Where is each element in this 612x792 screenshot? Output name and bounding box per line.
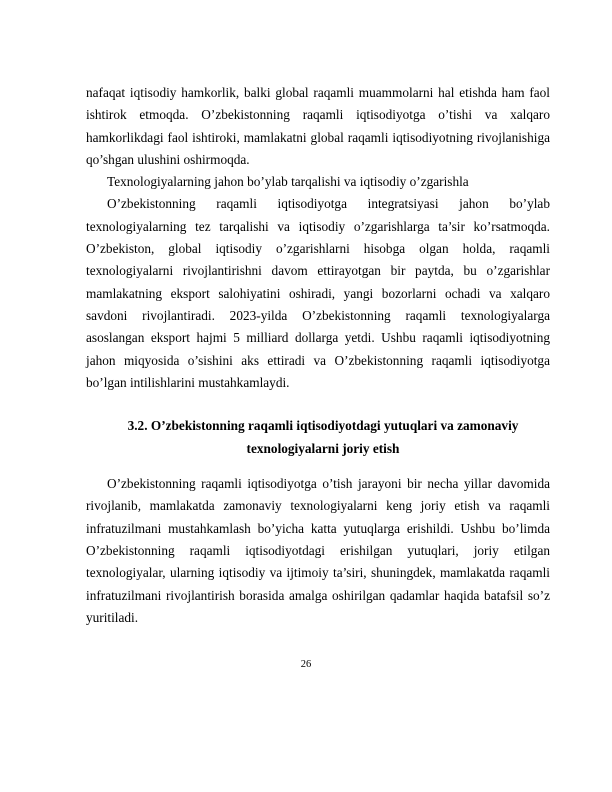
inline-subheading: Texnologiyalarning jahon bo’ylab tarqalishi va iqtisodiy o’zgarishla [107, 174, 469, 190]
section-heading-3-2 [86, 414, 550, 460]
section-heading-line-1: 3.2. O’zbekistonning raqamli iqtisodiyotdagi yutuqlari va zamonaviy [127, 418, 519, 434]
body-paragraph-continuation: nafaqat iqtisodiy hamkorlik, balki global raqamli muammolarni hal etishda ham faol ishtirok etmoqda. O’zbekistonning raqamli iqtisodiyotga o’tishi va xalqaro hamkorlikdagi faol ishtiroki, mamlakatni global raqamli iqtisodiyotning rivojlanishiga qo’shgan ulushini oshirmoqda. [86, 85, 550, 167]
body-paragraph-achievements: O’zbekistonning raqamli iqtisodiyotga o’tish jarayoni bir necha yillar davomida rivojlanib, mamlakatda zamonaviy texnologiyalarni keng joriy etish va raqamli infratuzilmani mustahkamlash bo’yicha katta yutuqlarga erishildi. Ushbu bo’limda O’zbekistonning raqamli iqtisodiyotdagi erishilgan yutuqlari, joriy etilgan texnologiyalar, ularning iqtisodiy va ijtimoiy ta’siri, shuningdek, mamlakatda raqamli infratuzilmani rivojlantirish borasida amalga oshirilgan qadamlar haqida batafsil so’z yuritiladi. [86, 476, 550, 625]
document-page [86, 82, 550, 629]
page-number: 26 [300, 659, 312, 670]
body-paragraph-technology-spread: O’zbekistonning raqamli iqtisodiyotga integratsiyasi jahon bo’ylab texnologiyalarning tez tarqalishi va iqtisodiy o’zgarishlarga ta’sir ko’rsatmoqda. O’zbekiston, global iqtisodiy o’zgarishlarni hisobga olgan holda, raqamli texnologiyalarni rivojlantirishni davom ettirayotgan bir paytda, bu o’zgarishlar mamlakatning eksport salohiyatini oshiradi, yangi bozorlarni ochadi va xalqaro savdoni rivojlantiradi. 2023-yilda O’zbekistonning raqamli texnologiyalarga asoslangan eksport hajmi 5 milliard dollarga yetdi. Ushbu raqamli iqtisodiyotning jahon miqyosida o’sishini aks ettiradi va O’zbekistonning raqamli iqtisodiyotga bo’lgan intilishlarini mustahkamlaydi. [86, 196, 550, 390]
section-heading-line-2: texnologiyalarni joriy etish [246, 441, 400, 457]
